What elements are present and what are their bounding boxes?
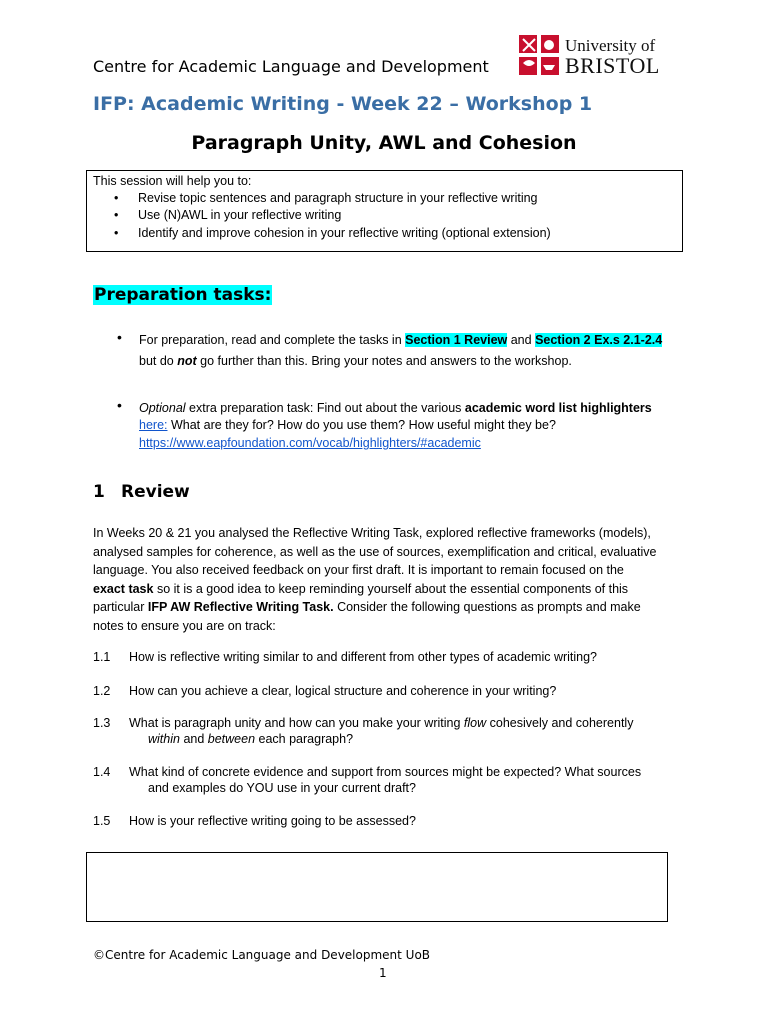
session-objectives-box: This session will help you to: • Revise topic sentences and paragraph structure in your reflective writing • Use (N)AWL in your reflective writing • Identify and improve cohesion in your reflective writing (optional extension) (86, 170, 683, 252)
university-logo (517, 33, 667, 79)
bullet-icon: • (117, 329, 122, 345)
notes-box[interactable] (86, 852, 668, 922)
question-1-3: 1.3 What is paragraph unity and how can you make your writing flow cohesively and coherently within and between each paragraph? (93, 716, 634, 746)
prep-item-2-url (139, 434, 481, 453)
bullet-icon: • (114, 191, 119, 205)
bullet-icon: • (114, 208, 119, 222)
prep-item-2-line2: here: What are they for? How do you use them? How useful might they be? (139, 418, 556, 432)
header-centre-name: Centre for Academic Language and Development (93, 57, 489, 76)
bullet-icon: • (117, 397, 122, 413)
here-link[interactable]: here: (139, 418, 168, 432)
session-intro: This session will help you to: (93, 174, 252, 188)
bristol-crest-icon (517, 33, 561, 77)
logo-line1: University of (565, 36, 656, 55)
page-number: 1 (379, 966, 387, 980)
eapfoundation-link[interactable]: https://www.eapfoundation.com/vocab/highlighters/#academic (139, 436, 481, 450)
logo-line2: BRISTOL (565, 53, 660, 78)
review-paragraph: In Weeks 20 & 21 you analysed the Reflective Writing Task, explored reflective frameworks (models), analysed samples for coherence, as well as the use of sources, exemplification and critical, evaluative language. You also received feedback on your first draft. It is important to remain focused on the exact task so it is a good idea to keep reminding yourself about the essential components of this particular IFP AW Reflective Writing Task. Consider the following questions as prompts and make notes to ensure you are on track: (93, 526, 657, 633)
document-subtitle: Paragraph Unity, AWL and Cohesion (191, 132, 577, 154)
bullet-icon: • (114, 226, 119, 240)
prep-item-1-line2: but do not go further than this. Bring your notes and answers to the workshop. (139, 354, 572, 368)
preparation-heading: Preparation tasks: (94, 285, 272, 305)
question-1-5: 1.5 How is your reflective writing going to be assessed? (93, 814, 416, 828)
question-1-2: 1.2 How can you achieve a clear, logical structure and coherence in your writing? (93, 684, 557, 698)
prep-item-2: Optional extra preparation task: Find out about the various academic word list highlighters (139, 401, 652, 415)
section-heading-review: 1 Review (93, 482, 190, 502)
question-1-4: 1.4 What kind of concrete evidence and support from sources might be expected? What sources and examples do YOU use in your current draft? (93, 765, 642, 795)
document-title: IFP: Academic Writing - Week 22 – Workshop 1 (93, 93, 593, 115)
prep-item-1: For preparation, read and complete the tasks in Section 1 Review and Section 2 Ex.s 2.1-2.4 (139, 333, 663, 347)
footer-copyright: ©Centre for Academic Language and Development UoB (93, 948, 431, 962)
question-1-1: 1.1 How is reflective writing similar to and different from other types of academic writing? (93, 650, 598, 664)
